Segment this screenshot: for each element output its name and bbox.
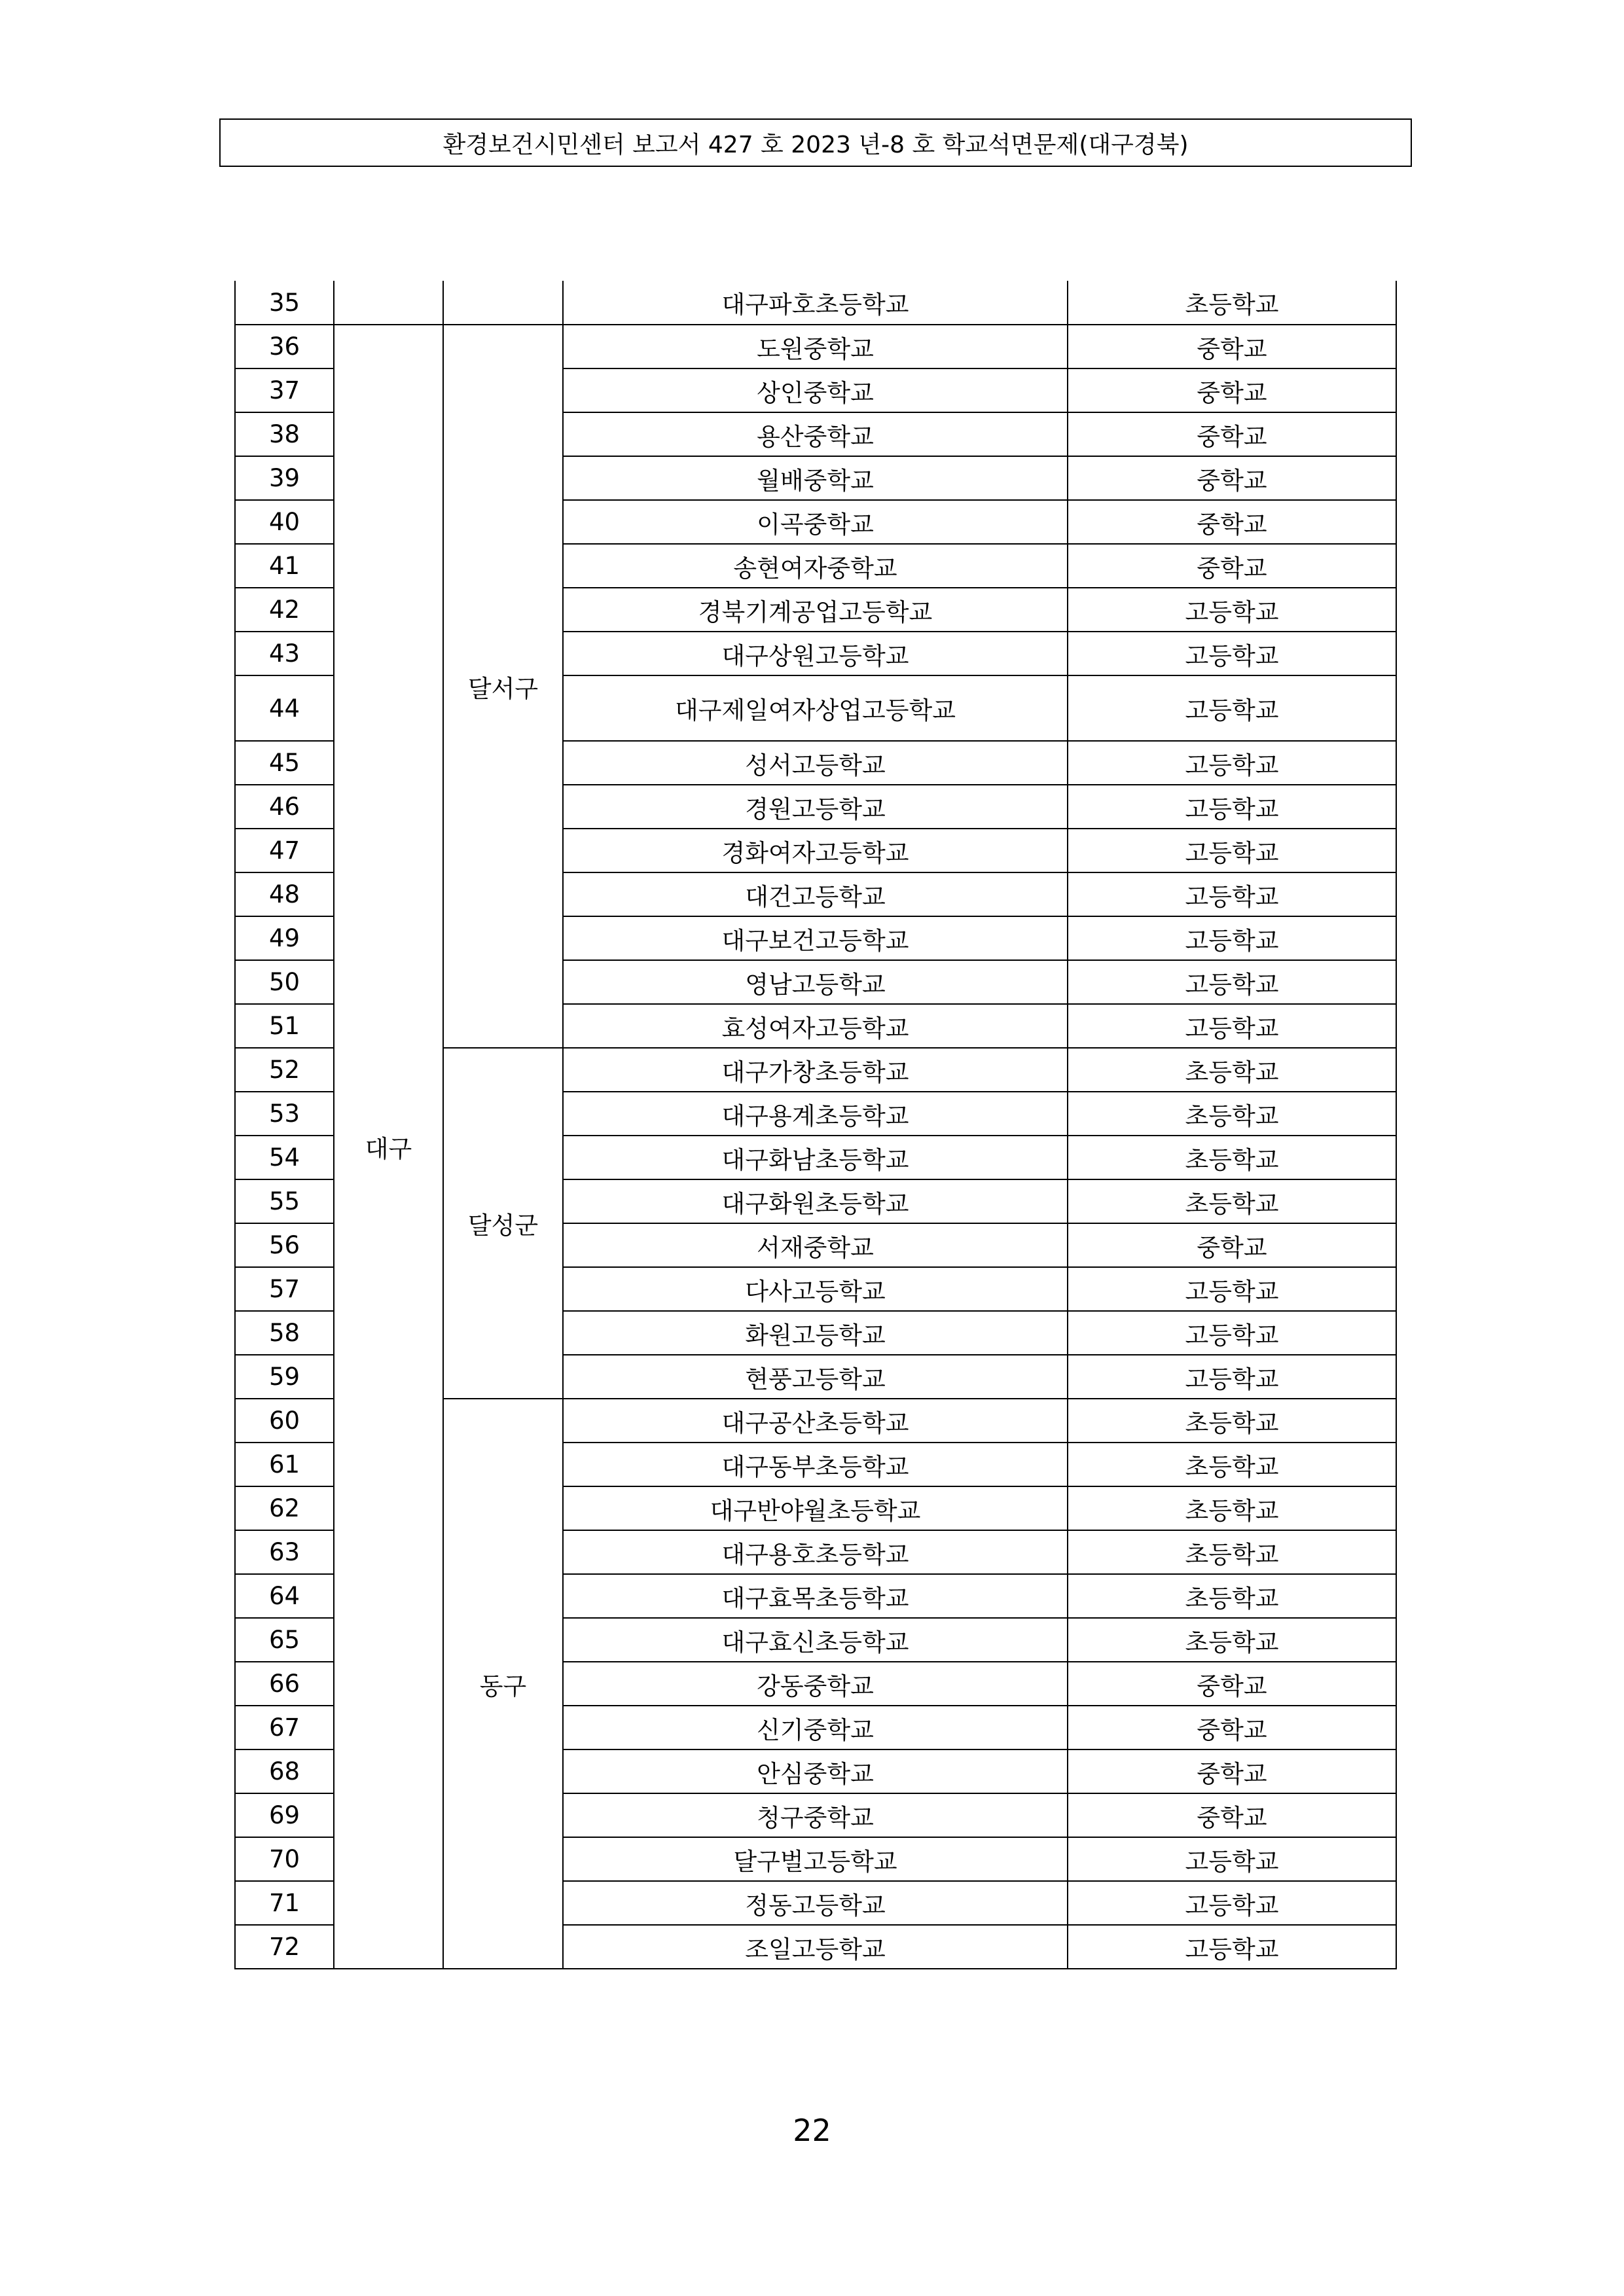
- row-number: 68: [235, 1749, 334, 1793]
- school-name: 대구상원고등학교: [563, 632, 1068, 675]
- school-name: 화원고등학교: [563, 1311, 1068, 1355]
- school-type: 고등학교: [1068, 1837, 1396, 1881]
- report-header: [219, 118, 1412, 167]
- school-name: 대구효목초등학교: [563, 1574, 1068, 1618]
- row-number: 36: [235, 325, 334, 368]
- school-type: 고등학교: [1068, 1311, 1396, 1355]
- row-number: 44: [235, 675, 334, 741]
- school-type: 중학교: [1068, 1793, 1396, 1837]
- school-type: 초등학교: [1068, 281, 1396, 325]
- school-type: 초등학교: [1068, 1530, 1396, 1574]
- school-type: 고등학교: [1068, 1881, 1396, 1925]
- school-type: 고등학교: [1068, 1004, 1396, 1048]
- school-type: 고등학교: [1068, 916, 1396, 960]
- school-name: 대구용계초등학교: [563, 1092, 1068, 1136]
- school-type: 중학교: [1068, 1223, 1396, 1267]
- school-type: 초등학교: [1068, 1399, 1396, 1443]
- row-number: 52: [235, 1048, 334, 1092]
- row-number: 67: [235, 1706, 334, 1749]
- row-number: 66: [235, 1662, 334, 1706]
- school-name: 달구벌고등학교: [563, 1837, 1068, 1881]
- school-name: 대건고등학교: [563, 872, 1068, 916]
- school-type: 고등학교: [1068, 1355, 1396, 1399]
- school-type: 중학교: [1068, 1706, 1396, 1749]
- table-row: [235, 325, 1396, 368]
- row-number: 60: [235, 1399, 334, 1443]
- row-number: 48: [235, 872, 334, 916]
- row-number: 69: [235, 1793, 334, 1837]
- school-type: 중학교: [1068, 1662, 1396, 1706]
- row-number: 49: [235, 916, 334, 960]
- row-number: 43: [235, 632, 334, 675]
- row-number: 56: [235, 1223, 334, 1267]
- row-number: 50: [235, 960, 334, 1004]
- school-name: 조일고등학교: [563, 1925, 1068, 1969]
- row-number: 58: [235, 1311, 334, 1355]
- school-type: 고등학교: [1068, 829, 1396, 872]
- school-type: 고등학교: [1068, 785, 1396, 829]
- school-name: 대구가창초등학교: [563, 1048, 1068, 1092]
- row-number: 38: [235, 412, 334, 456]
- row-number: 41: [235, 544, 334, 588]
- school-name: 대구용호초등학교: [563, 1530, 1068, 1574]
- school-name: 정동고등학교: [563, 1881, 1068, 1925]
- row-number: 46: [235, 785, 334, 829]
- report-title: 환경보건시민센터 보고서 427 호 2023 년-8 호 학교석면문제(대구경북): [442, 131, 1189, 158]
- school-name: 송현여자중학교: [563, 544, 1068, 588]
- row-number: 65: [235, 1618, 334, 1662]
- row-number: 62: [235, 1486, 334, 1530]
- school-name: 성서고등학교: [563, 741, 1068, 785]
- school-type: 고등학교: [1068, 632, 1396, 675]
- school-name: 대구화원초등학교: [563, 1179, 1068, 1223]
- school-name: 경화여자고등학교: [563, 829, 1068, 872]
- district-cell: 동구: [443, 1399, 563, 1969]
- row-number: 35: [235, 281, 334, 325]
- district-cell: 달서구: [443, 325, 563, 1048]
- school-name: 영남고등학교: [563, 960, 1068, 1004]
- school-type: 초등학교: [1068, 1179, 1396, 1223]
- school-type: 초등학교: [1068, 1136, 1396, 1179]
- row-number: 53: [235, 1092, 334, 1136]
- school-name: 신기중학교: [563, 1706, 1068, 1749]
- page-number: 22: [793, 2113, 831, 2148]
- school-type: 초등학교: [1068, 1574, 1396, 1618]
- region-cell-empty: [334, 281, 443, 325]
- row-number: 40: [235, 500, 334, 544]
- school-name: 안심중학교: [563, 1749, 1068, 1793]
- school-name: 이곡중학교: [563, 500, 1068, 544]
- school-type: 고등학교: [1068, 1925, 1396, 1969]
- table-row: [235, 281, 1396, 325]
- school-name: 대구제일여자상업고등학교: [563, 675, 1068, 741]
- school-type: 고등학교: [1068, 1267, 1396, 1311]
- school-type: 초등학교: [1068, 1486, 1396, 1530]
- school-name: 경북기계공업고등학교: [563, 588, 1068, 632]
- row-number: 61: [235, 1443, 334, 1486]
- school-name: 월배중학교: [563, 456, 1068, 500]
- row-number: 55: [235, 1179, 334, 1223]
- school-name: 효성여자고등학교: [563, 1004, 1068, 1048]
- district-cell: 달성군: [443, 1048, 563, 1399]
- school-name: 서재중학교: [563, 1223, 1068, 1267]
- school-type: 고등학교: [1068, 741, 1396, 785]
- school-name: 강동중학교: [563, 1662, 1068, 1706]
- row-number: 42: [235, 588, 334, 632]
- school-type: 고등학교: [1068, 588, 1396, 632]
- row-number: 57: [235, 1267, 334, 1311]
- school-type: 중학교: [1068, 368, 1396, 412]
- row-number: 63: [235, 1530, 334, 1574]
- school-name: 대구보건고등학교: [563, 916, 1068, 960]
- school-type: 초등학교: [1068, 1618, 1396, 1662]
- school-type: 고등학교: [1068, 960, 1396, 1004]
- school-name: 용산중학교: [563, 412, 1068, 456]
- region-cell: 대구: [334, 325, 443, 1969]
- school-name: 대구효신초등학교: [563, 1618, 1068, 1662]
- school-name: 도원중학교: [563, 325, 1068, 368]
- row-number: 39: [235, 456, 334, 500]
- row-number: 72: [235, 1925, 334, 1969]
- row-number: 51: [235, 1004, 334, 1048]
- school-name: 대구반야월초등학교: [563, 1486, 1068, 1530]
- row-number: 64: [235, 1574, 334, 1618]
- school-name: 다사고등학교: [563, 1267, 1068, 1311]
- school-type: 초등학교: [1068, 1048, 1396, 1092]
- school-type: 중학교: [1068, 412, 1396, 456]
- school-type: 중학교: [1068, 544, 1396, 588]
- district-cell-empty: [443, 281, 563, 325]
- school-name: 현풍고등학교: [563, 1355, 1068, 1399]
- school-type: 고등학교: [1068, 872, 1396, 916]
- row-number: 71: [235, 1881, 334, 1925]
- school-name: 청구중학교: [563, 1793, 1068, 1837]
- school-type: 중학교: [1068, 456, 1396, 500]
- school-name: 대구동부초등학교: [563, 1443, 1068, 1486]
- school-table: [234, 281, 1397, 1969]
- school-type: 고등학교: [1068, 675, 1396, 741]
- school-name: 대구공산초등학교: [563, 1399, 1068, 1443]
- school-type: 초등학교: [1068, 1092, 1396, 1136]
- row-number: 47: [235, 829, 334, 872]
- row-number: 59: [235, 1355, 334, 1399]
- school-type: 초등학교: [1068, 1443, 1396, 1486]
- school-name: 대구파호초등학교: [563, 281, 1068, 325]
- school-name: 상인중학교: [563, 368, 1068, 412]
- row-number: 45: [235, 741, 334, 785]
- row-number: 37: [235, 368, 334, 412]
- school-name: 대구화남초등학교: [563, 1136, 1068, 1179]
- school-type: 중학교: [1068, 500, 1396, 544]
- school-type: 중학교: [1068, 1749, 1396, 1793]
- school-name: 경원고등학교: [563, 785, 1068, 829]
- school-type: 중학교: [1068, 325, 1396, 368]
- row-number: 54: [235, 1136, 334, 1179]
- row-number: 70: [235, 1837, 334, 1881]
